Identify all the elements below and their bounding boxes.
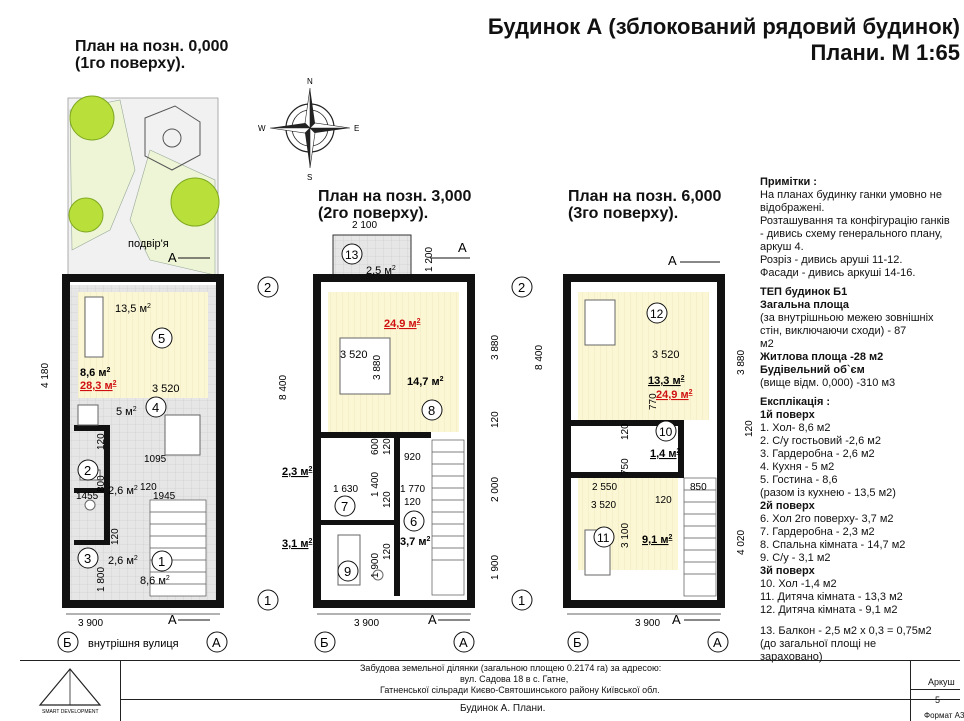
dim-label: 1945 [153, 491, 176, 502]
axis-letter: А [428, 612, 437, 627]
dim-label: 120 [382, 438, 393, 455]
room-number: 3 [84, 551, 92, 566]
axis-letter: Б [573, 635, 582, 650]
axis-number: 1 [518, 593, 526, 608]
area-label-red: 24,9 $м^2$ [656, 389, 693, 401]
dim-label: 600 [370, 438, 381, 455]
dim-label: 3 520 [652, 349, 680, 361]
dim-label: 920 [404, 452, 421, 463]
room-number: 10 [659, 425, 673, 439]
yard-label: подвір'я [128, 238, 169, 250]
list-item: 3. Гардеробна - 2,6 м2 [760, 448, 875, 460]
axis-letter: А [168, 612, 177, 627]
list-item: 13. Балкон - 2,5 м2 х 0,3 = 0,75м2 [760, 625, 932, 637]
notes-heading: Примітки : [760, 176, 817, 188]
list-item: зараховано) [760, 651, 823, 663]
dim-label: 120 [110, 528, 121, 545]
dim-label: 3 100 [620, 522, 631, 548]
dim-label: 3 880 [490, 334, 501, 360]
list-item: 12. Дитяча кімната - 9,1 м2 [760, 604, 898, 616]
list-item: Житлова площа -28 м2 [760, 351, 884, 363]
area-label: 8,6 $м^2$ [80, 367, 111, 379]
dim-label: 750 [620, 458, 631, 475]
area-label: 13,5 $м^2$ [115, 303, 151, 315]
dim-label: 3 520 [591, 500, 617, 511]
axis-number: 2 [518, 280, 526, 295]
dim-label: 3 900 [635, 618, 661, 629]
bed [585, 300, 615, 345]
notes-line: Розташування та конфігурацію ганків [760, 215, 950, 227]
room-number: 2 [84, 463, 92, 478]
notes-line: Фасади - дивись аркуші 14-16. [760, 267, 916, 279]
dim-label: 120 [382, 543, 393, 560]
dim-label: 8 400 [534, 344, 545, 370]
dim-label: 120 [655, 495, 672, 506]
drawing-name: Будинок А. Плани. [460, 703, 546, 714]
plan1-title-line2: (1го поверху). [75, 55, 186, 72]
company-logo [34, 665, 106, 715]
dim-label: 1 900 [370, 552, 381, 578]
area-label: 13,3 $м^2$ [648, 375, 685, 387]
dim-label: 3 900 [354, 618, 380, 629]
axis-number: 1 [264, 593, 272, 608]
dim-label: 3 880 [736, 349, 747, 375]
sheet-number: 5 [935, 695, 941, 705]
axis-number: 2 [264, 280, 272, 295]
yard-area [68, 96, 219, 278]
list-item: 3й поверх [760, 565, 815, 577]
explication-list [760, 409, 958, 664]
dim-label: 3 880 [372, 354, 383, 380]
dim-label: 3 900 [78, 618, 104, 629]
list-item: 7. Гардеробна - 2,3 м2 [760, 526, 875, 538]
list-item: 8. Спальна кімната - 14,7 м2 [760, 539, 906, 551]
dim-label: 1 200 [424, 246, 435, 272]
area-label: 2,5 $м^2$ [366, 265, 396, 277]
room-number: 7 [341, 499, 349, 514]
notes-panel [760, 176, 958, 664]
room-number: 8 [428, 403, 436, 418]
dim-label: 120 [620, 423, 631, 440]
notes-line: На планах будинку ганки умовно не [760, 189, 942, 201]
compass-e: E [354, 124, 360, 133]
dim-label: 770 [648, 393, 659, 410]
dim-label: 3 520 [340, 349, 368, 361]
axis-letter: Б [63, 635, 72, 650]
dim-label: 120 [404, 497, 421, 508]
notes-line: аркуш 4. [760, 241, 804, 253]
logo-text: SMART DEVELOPMENT [42, 709, 99, 715]
dim-label: 2 550 [592, 482, 618, 493]
paper-format: Формат А3 [924, 711, 964, 720]
dim-label: 800 [96, 475, 107, 492]
dim-label: 120 [490, 411, 501, 428]
plan3-title-line1: План на позн. 6,000 [568, 188, 722, 205]
dim-label: 120 [96, 433, 107, 450]
dim-label: 2 100 [352, 220, 378, 231]
room-number: 6 [410, 514, 418, 529]
list-item: 11. Дитяча кімната - 13,3 м2 [760, 591, 903, 603]
list-item: (вище відм. 0,000) -310 м3 [760, 377, 896, 389]
axis-letter: Б [320, 635, 329, 650]
area-label-red: 28,3 $м^2$ [80, 380, 117, 392]
notes-line: відображені. [760, 202, 825, 214]
dim-label: 4 180 [40, 362, 51, 388]
tree-icon [171, 178, 219, 226]
sheet-label: Аркуш [928, 677, 955, 687]
street-label: внутрішня вулиця [88, 638, 179, 650]
area-label: 2,3 $м^2$ [282, 466, 313, 478]
axis-letter: А [668, 253, 677, 268]
axis-letter: А [212, 635, 221, 650]
area-label: 8,6 $м^2$ [140, 575, 170, 587]
area-label: 3,7 $м^2$ [400, 536, 431, 548]
plan2-building [317, 235, 471, 604]
list-item: 1. Хол- 8,6 м2 [760, 422, 831, 434]
compass-s: S [307, 173, 313, 182]
tep-heading: ТЕП будинок Б1 [760, 286, 848, 298]
dim-label: 1095 [144, 454, 167, 465]
room-number: 11 [597, 531, 610, 545]
plan2-title-line2: (2го поверху). [318, 205, 429, 222]
address-line-1: Забудова земельної ділянки (загальною площею 0.2174 га) за адресою: [360, 663, 662, 673]
list-item: 4. Кухня - 5 м2 [760, 461, 835, 473]
dim-label: 1455 [76, 491, 99, 502]
compass-rose-icon [258, 77, 359, 182]
area-label: 5 $м^2$ [116, 406, 137, 418]
axis-letter: А [713, 635, 722, 650]
axis-letter: А [672, 612, 681, 627]
list-item: (разом із кухнею - 13,5 м2) [760, 487, 896, 499]
dim-label: 1 800 [96, 566, 107, 592]
room-number: 4 [152, 400, 160, 415]
room-number: 9 [344, 564, 352, 579]
tep-list [760, 299, 958, 390]
area-label: 3,1 $м^2$ [282, 538, 313, 550]
address-line-3: Гатненської сільради Києво-Святошинського району Київської обл. [380, 685, 660, 695]
list-item [760, 617, 958, 625]
room-number: 12 [650, 307, 664, 321]
list-item: (до загальної площі не [760, 638, 877, 650]
axis-letter: А [168, 250, 177, 265]
list-item: Будівельний об`єм [760, 364, 865, 376]
title-block [20, 660, 964, 721]
room-number: 5 [158, 331, 166, 346]
dim-label: 850 [690, 482, 707, 493]
list-item: (за внутрішньою межею зовнішніх [760, 312, 934, 324]
list-item: Загальна площа [760, 299, 850, 311]
page-subtitle: Плани. М 1:65 [810, 40, 960, 65]
explication-heading: Експлікація : [760, 396, 831, 408]
compass-w: W [258, 124, 266, 133]
dim-label: 4 020 [736, 529, 747, 555]
dim-label: 1 900 [490, 554, 501, 580]
dim-label: 1 770 [400, 484, 426, 495]
list-item: 9. С/у - 3,1 м2 [760, 552, 831, 564]
sofa [85, 297, 103, 357]
list-item: 6. Хол 2го поверху- 3,7 м2 [760, 513, 894, 525]
tree-icon [70, 96, 114, 140]
plan2-title-line1: План на позн. 3,000 [318, 188, 472, 205]
list-item: 2. С/у гостьовий -2,6 м2 [760, 435, 881, 447]
dim-label: 120 [382, 491, 393, 508]
area-label: 2,6 $м^2$ [108, 485, 138, 497]
compass-n: N [307, 77, 313, 86]
notes-line: Розріз - дивись аруші 11-12. [760, 254, 903, 266]
list-item: 2й поверх [760, 500, 815, 512]
area-label: 9,1 $м^2$ [642, 534, 673, 546]
area-label: 14,7 $м^2$ [407, 376, 444, 388]
notes-line: - дивись схему генерального плану, [760, 228, 943, 240]
dim-label: 2 000 [490, 476, 501, 502]
axis-letter: А [459, 635, 468, 650]
area-label: 1,4 $м^2$ [650, 448, 681, 460]
axis-letter: А [458, 240, 467, 255]
list-item: м2 [760, 338, 774, 350]
area-label-red: 24,9 $м^2$ [384, 318, 421, 330]
list-item: 5. Гостина - 8,6 [760, 474, 838, 486]
plan1-title-line1: План на позн. 0,000 [75, 38, 229, 55]
kitchen-counter [78, 405, 98, 425]
dim-label: 8 400 [278, 374, 289, 400]
dim-label: 1 400 [370, 471, 381, 497]
room-number: 1 [158, 554, 166, 569]
page-title: Будинок А (зблокований рядовий будинок) [487, 14, 960, 39]
tree-icon [69, 198, 103, 232]
list-item: 1й поверх [760, 409, 815, 421]
plan3-title-line2: (3го поверху). [568, 205, 679, 222]
list-item: 10. Хол -1,4 м2 [760, 578, 837, 590]
dim-label: 3 520 [152, 383, 180, 395]
room-number: 13 [345, 248, 359, 262]
dim-label: 120 [140, 482, 157, 493]
area-label: 2,6 $м^2$ [108, 555, 138, 567]
plan3-building [567, 278, 721, 604]
dining-table [165, 415, 200, 455]
address-line-2: вул. Садова 18 в с. Гатне, [460, 674, 569, 684]
list-item: стін, виключаючи сходи) - 87 [760, 325, 907, 337]
dim-label: 120 [744, 420, 755, 437]
dim-label: 1 630 [333, 484, 359, 495]
